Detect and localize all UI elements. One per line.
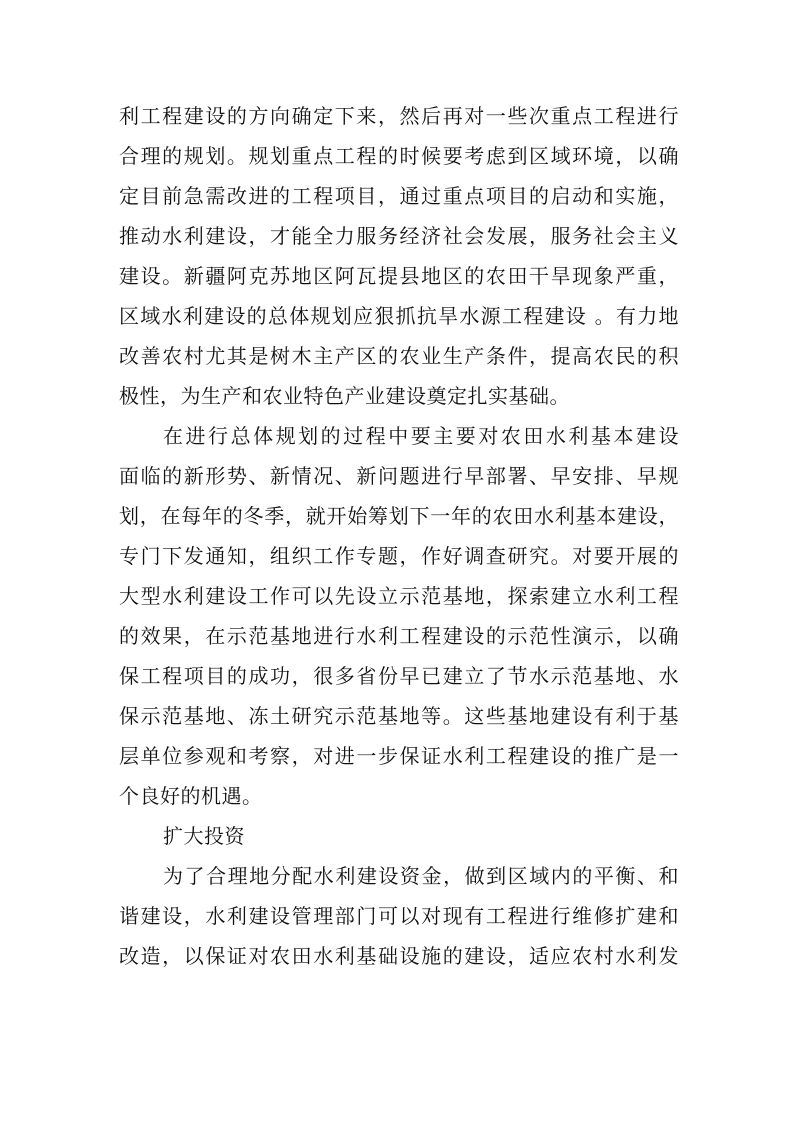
paragraph-2-line-7: 保工程项目的成功，很多省份早已建立了节水示范基地、水 <box>119 664 679 688</box>
paragraph-1-line-8: 极性，为生产和农业特色产业建设奠定扎实基础。 <box>119 384 570 408</box>
paragraph-2-line-3: 划，在每年的冬季，就开始筹划下一年的农田水利基本建设， <box>119 504 679 528</box>
paragraph-3-line-2: 谐建设，水利建设管理部门可以对现有工程进行维修扩建和 <box>119 904 679 928</box>
document-body <box>119 96 679 976</box>
section-heading: 扩大投资 <box>163 824 245 848</box>
paragraph-1-line-5: 建设。新疆阿克苏地区阿瓦提县地区的农田干旱现象严重， <box>119 264 679 288</box>
paragraph-1-line-3: 定目前急需改进的工程项目，通过重点项目的启动和实施， <box>119 184 679 208</box>
paragraph-1-line-7: 改善农村尤其是树木主产区的农业生产条件，提高农民的积 <box>119 344 679 368</box>
paragraph-2-line-1: 在进行总体规划的过程中要主要对农田水利基本建设 <box>163 424 679 448</box>
paragraph-2-line-4: 专门下发通知，组织工作专题，作好调查研究。对要开展的 <box>119 544 679 568</box>
paragraph-3-line-3: 改造，以保证对农田水利基础设施的建设，适应农村水利发 <box>119 944 679 968</box>
paragraph-1-line-1: 利工程建设的方向确定下来，然后再对一些次重点工程进行 <box>119 104 679 128</box>
paragraph-2-line-2: 面临的新形势、新情况、新问题进行早部署、早安排、早规 <box>119 464 679 488</box>
paragraph-2-line-5: 大型水利建设工作可以先设立示范基地，探索建立水利工程 <box>119 584 679 608</box>
paragraph-2-line-9: 层单位参观和考察，对进一步保证水利工程建设的推广是一 <box>119 744 679 768</box>
paragraph-1-line-4: 推动水利建设，才能全力服务经济社会发展，服务社会主义 <box>119 224 679 248</box>
paragraph-2-line-10: 个良好的机遇。 <box>119 784 263 808</box>
paragraph-1-line-6: 区域水利建设的总体规划应狠抓抗旱水源工程建设 。有力地 <box>119 304 679 328</box>
paragraph-1-line-2: 合理的规划。规划重点工程的时候要考虑到区域环境，以确 <box>119 144 679 168</box>
paragraph-2-line-8: 保示范基地、冻土研究示范基地等。这些基地建设有利于基 <box>119 704 679 728</box>
paragraph-2-line-6: 的效果，在示范基地进行水利工程建设的示范性演示，以确 <box>119 624 679 648</box>
paragraph-3-line-1: 为了合理地分配水利建设资金，做到区域内的平衡、和 <box>163 864 679 888</box>
